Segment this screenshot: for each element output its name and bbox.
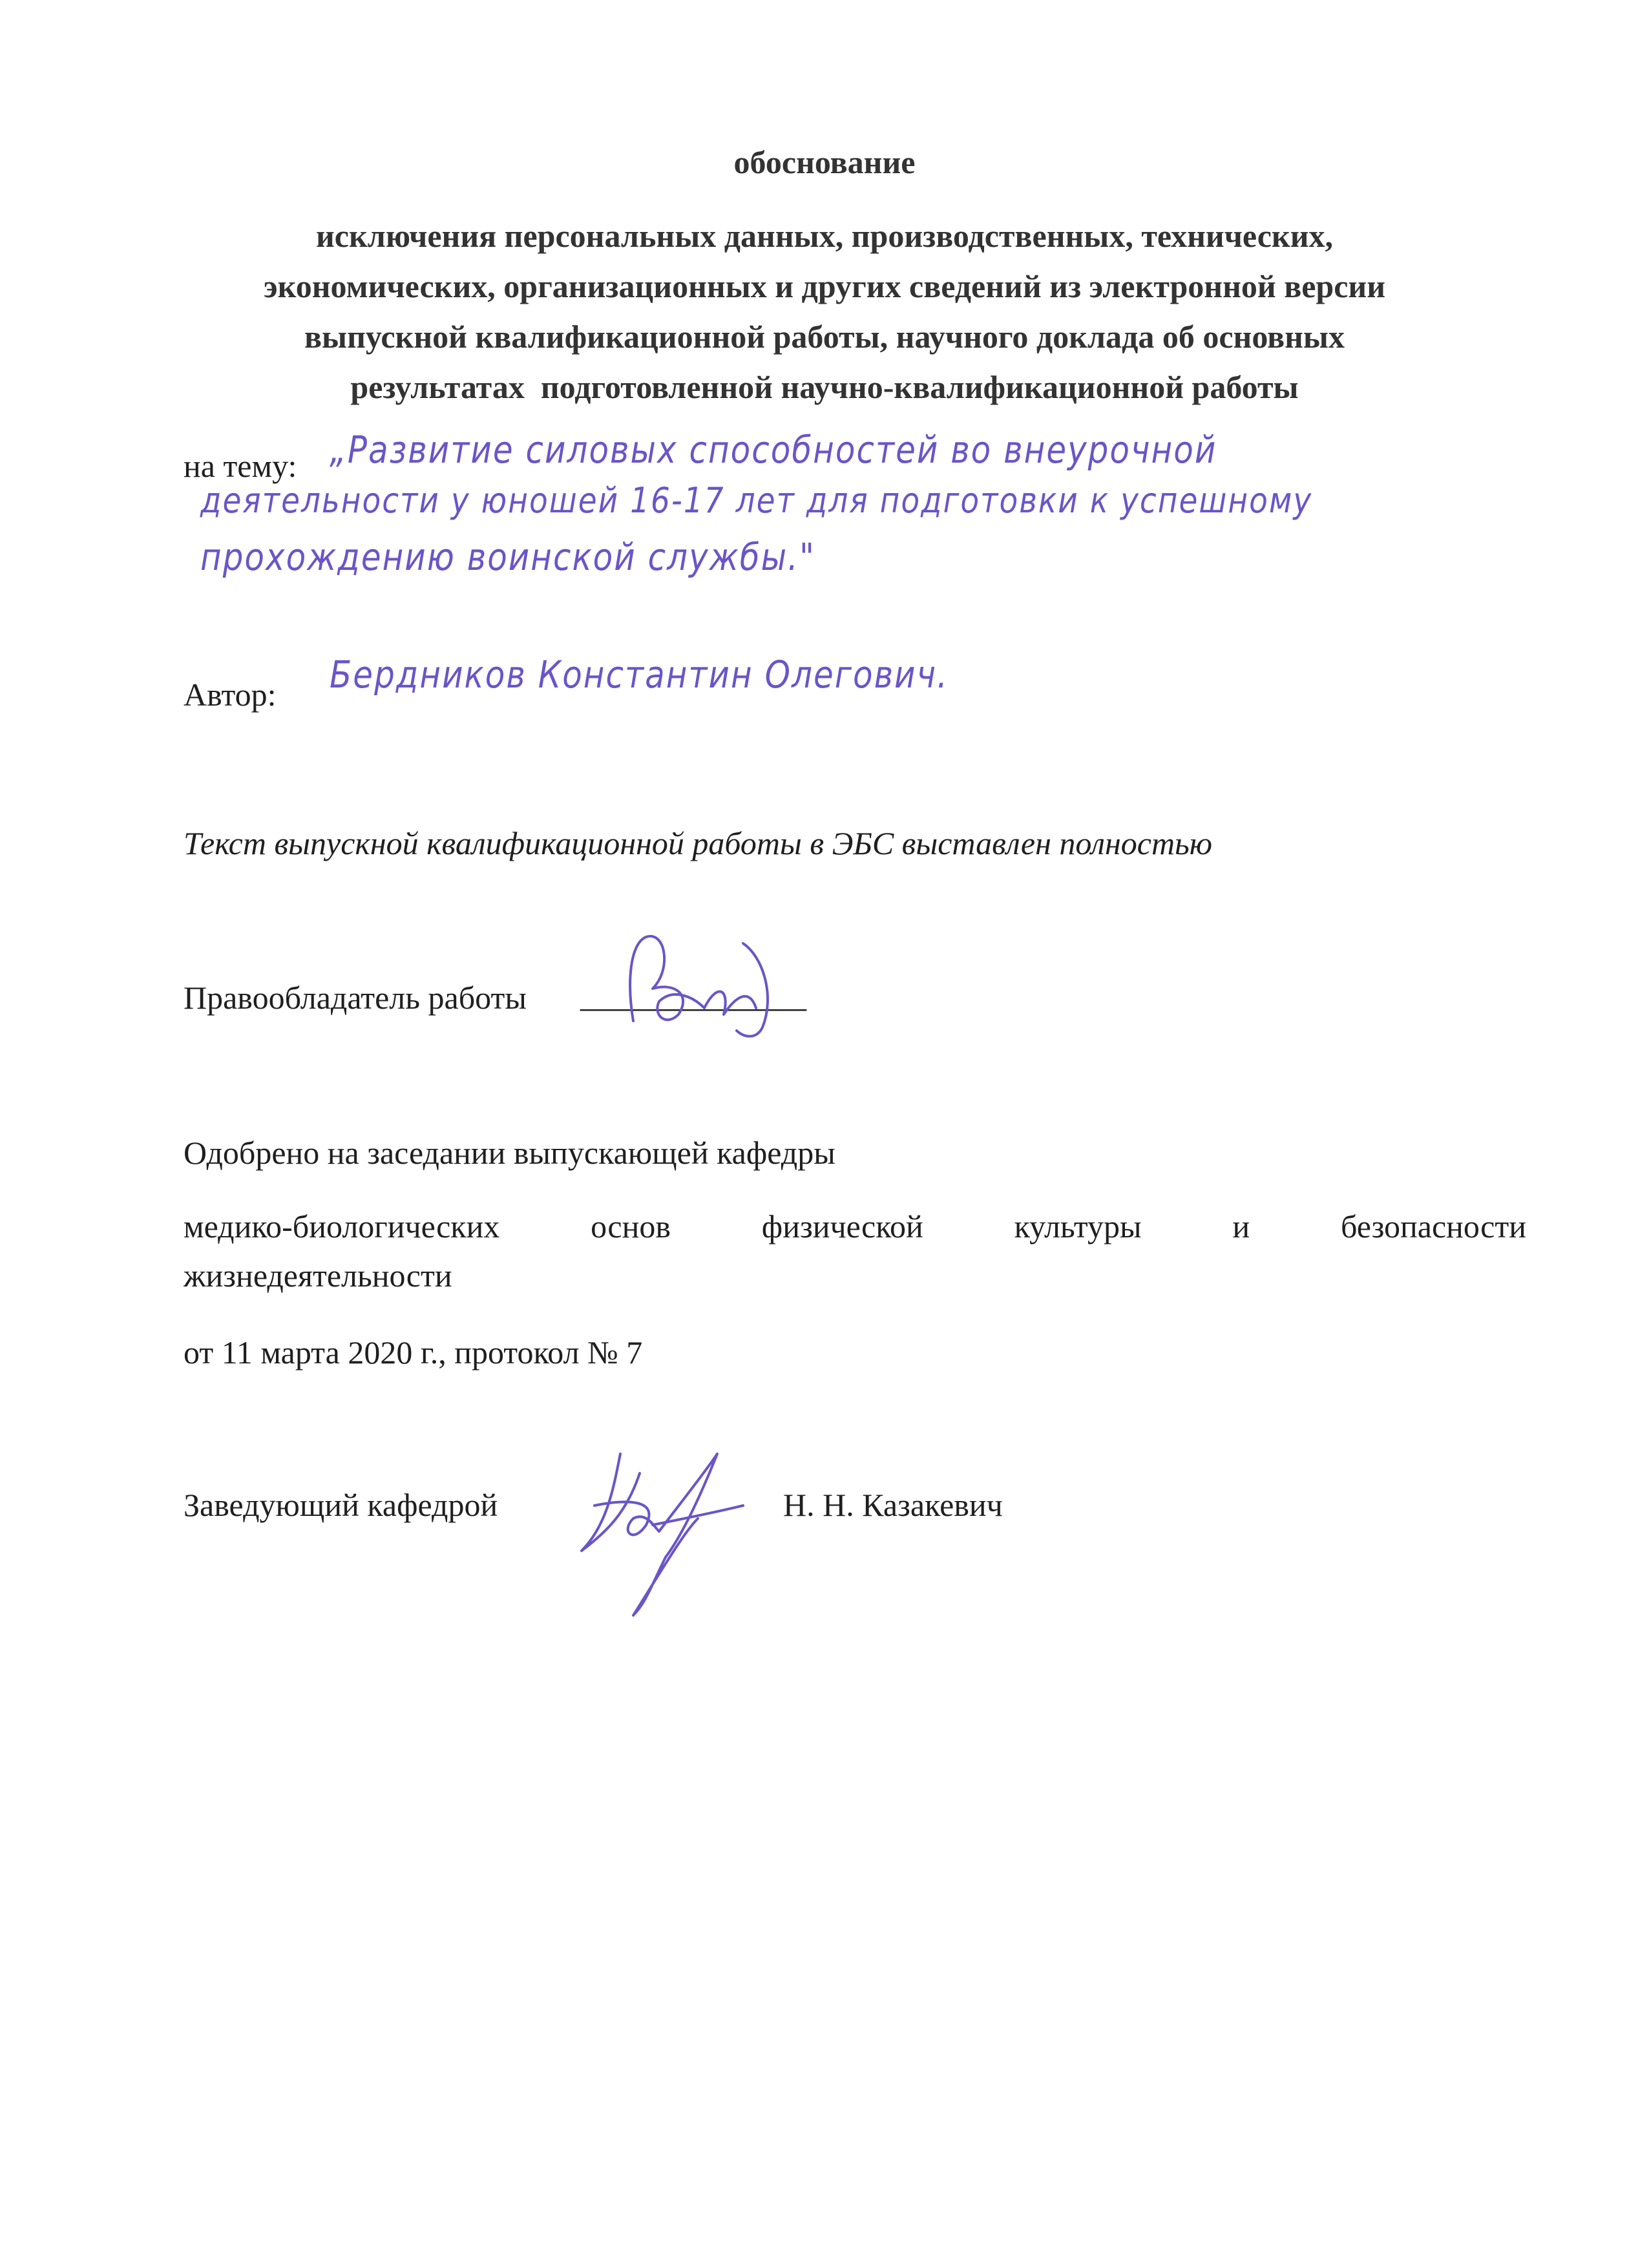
subtitle-line-3: выпускной квалификационной работы, научного доклада об основных: [304, 319, 1345, 355]
subtitle-line-4: результатах подготовленной научно-квалификационной работы: [350, 369, 1299, 405]
department-word: безопасности: [1340, 1208, 1526, 1244]
author-handwritten: Бердников Константин Олегович.: [330, 653, 949, 697]
department-word: и: [1232, 1208, 1250, 1244]
department-word: основ: [591, 1208, 671, 1244]
department-word: медико-биологических: [184, 1208, 500, 1244]
topic-handwritten-line-2: деятельности у юношей 16-17 лет для подготовки к успешному: [200, 480, 1313, 521]
topic-handwritten-line-1: „Развитие силовых способностей во внеурочной: [330, 428, 1217, 472]
department-line-1: [184, 1208, 1526, 1245]
department-word: физической: [761, 1208, 923, 1244]
document-title: обоснование: [733, 144, 916, 180]
rightholder-signature-line: ______________: [580, 978, 806, 1014]
subtitle-line-1: исключения персональных данных, производственных, технических,: [315, 218, 1334, 254]
approved-label: Одобрено на заседании выпускающей кафедры: [184, 1135, 835, 1171]
author-label: Автор:: [184, 677, 277, 713]
rightholder-signature: [614, 918, 808, 1053]
statement: Текст выпускной квалификационной работы в ЭБС выставлен полностью: [184, 825, 1213, 861]
rightholder-label: Правообладатель работы: [184, 980, 527, 1016]
department-line-2: жизнедеятельности: [184, 1257, 452, 1294]
head-signature: [569, 1434, 801, 1628]
department-word: культуры: [1014, 1208, 1142, 1244]
topic-label: на тему:: [184, 448, 297, 484]
head-label: Заведующий кафедрой: [184, 1487, 498, 1523]
subtitle-line-2: экономических, организационных и других сведений из электронной версии: [263, 268, 1386, 304]
head-name: Н. Н. Казакевич: [783, 1487, 1003, 1523]
topic-handwritten-line-3: прохождению воинской службы.": [200, 536, 815, 579]
protocol: от 11 марта 2020 г., протокол № 7: [184, 1334, 643, 1370]
